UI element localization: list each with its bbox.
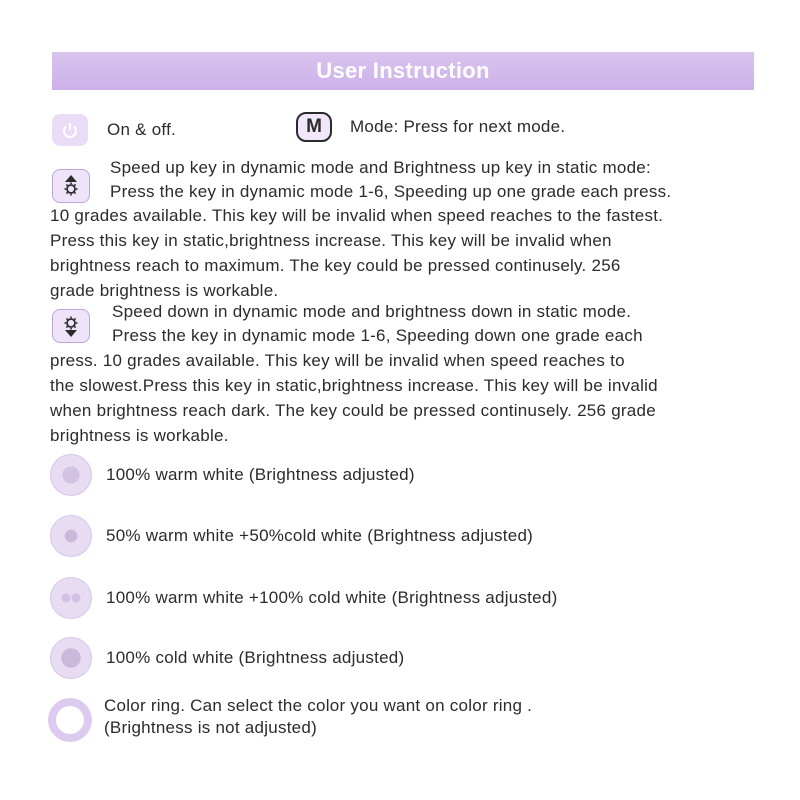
power-label: On & off. — [107, 119, 177, 139]
option-label: 100% cold white (Brightness adjusted) — [106, 647, 405, 667]
speed-up-line-1: Speed up key in dynamic mode and Brightness up key in static mode: — [110, 158, 651, 177]
header-banner — [52, 52, 754, 90]
mode-label: Mode: Press for next mode. — [350, 116, 566, 136]
mixed-white-icon[interactable] — [50, 515, 92, 557]
speed-up-line-2: Press the key in dynamic mode 1-6, Speeding up one grade each press. — [110, 182, 672, 201]
speed-down-line-4: the slowest.Press this key in static,brightness increase. This key will be invalid — [50, 376, 658, 395]
speed-up-line-5: brightness reach to maximum. The key could be pressed continusely. 256 — [50, 256, 621, 275]
color-ring-icon[interactable] — [48, 698, 92, 742]
power-icon[interactable] — [52, 114, 88, 146]
speed-up-line-6: grade brightness is workable. — [50, 281, 279, 300]
power-row — [52, 114, 176, 146]
double-white-icon[interactable] — [50, 577, 92, 619]
warm-white-icon[interactable] — [50, 454, 92, 496]
option-label: 100% warm white +100% cold white (Brightness adjusted) — [106, 587, 558, 607]
option-double-white — [50, 577, 557, 619]
option-cold-white — [50, 637, 404, 679]
option-mixed-white — [50, 515, 533, 557]
option-label: 100% warm white (Brightness adjusted) — [106, 464, 415, 484]
speed-up-line-3: 10 grades available. This key will be invalid when speed reaches to the fastest. — [50, 206, 664, 225]
speed-down-line-1: Speed down in dynamic mode and brightness down in static mode. — [112, 302, 632, 321]
color-ring-line-2: (Brightness is not adjusted) — [104, 718, 317, 737]
speed-up-line-4: Press this key in static,brightness increase. This key will be invalid when — [50, 231, 612, 250]
option-warm-white — [50, 454, 415, 496]
speed-down-line-5: when brightness reach dark. The key could be pressed continusely. 256 grade — [50, 401, 656, 420]
speed-down-line-3: press. 10 grades available. This key will be invalid when speed reaches to — [50, 351, 625, 370]
page-title: User Instruction — [316, 58, 490, 83]
speed-up-icon[interactable] — [52, 169, 90, 203]
speed-down-line-6: brightness is workable. — [50, 426, 229, 445]
speed-down-icon[interactable] — [52, 309, 90, 343]
cold-white-icon[interactable] — [50, 637, 92, 679]
mode-row — [296, 112, 565, 142]
option-label: 50% warm white +50%cold white (Brightness adjusted) — [106, 525, 534, 545]
color-ring-line-1: Color ring. Can select the color you want on color ring . — [104, 696, 533, 715]
speed-down-line-2: Press the key in dynamic mode 1-6, Speeding down one grade each — [112, 326, 643, 345]
mode-button[interactable]: M — [296, 112, 332, 142]
